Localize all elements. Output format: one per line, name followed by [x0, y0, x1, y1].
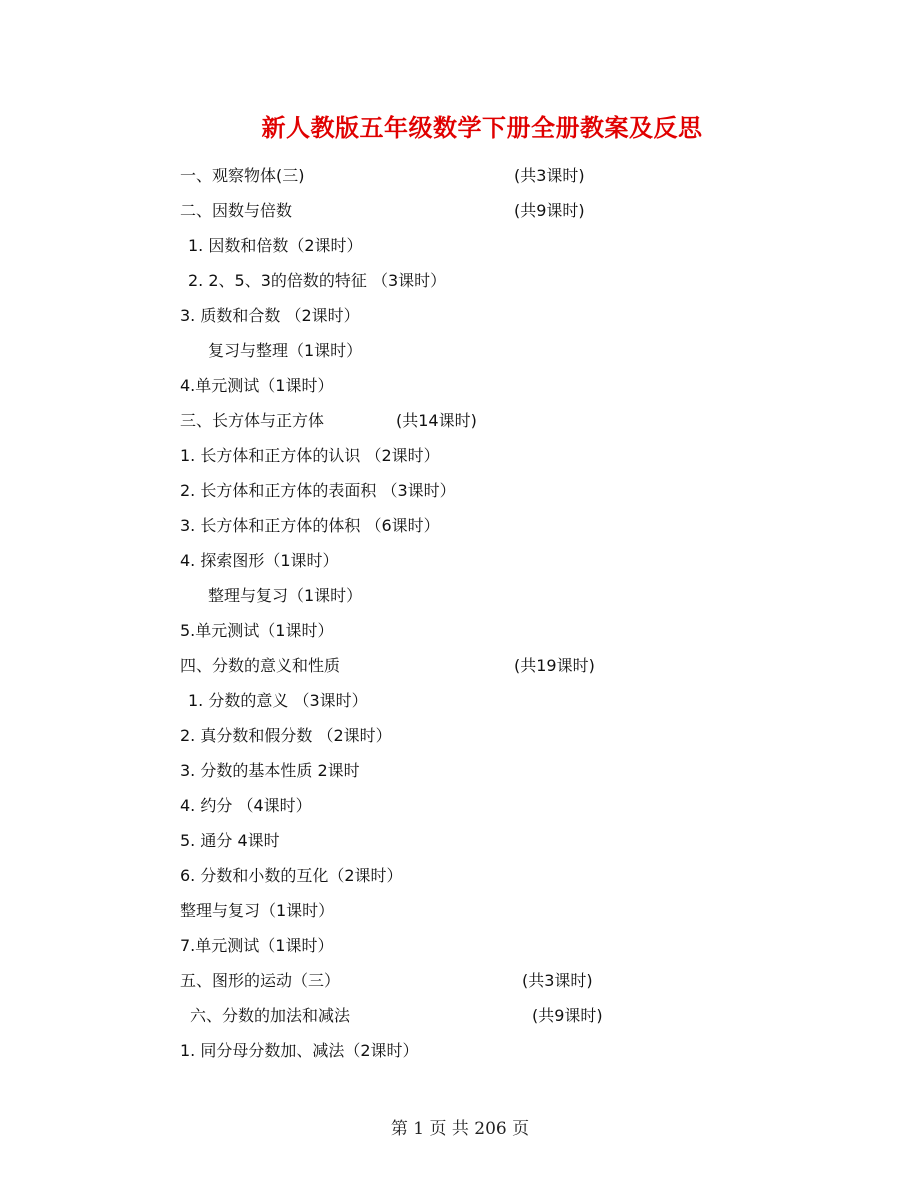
lesson-item: 1. 因数和倍数（2课时） — [188, 236, 363, 255]
section-hours-4: (共19课时) — [514, 656, 595, 675]
lesson-item: 4. 约分 （4课时） — [180, 796, 312, 815]
lesson-item: 2. 真分数和假分数 （2课时） — [180, 726, 392, 745]
lesson-item: 3. 质数和合数 （2课时） — [180, 306, 360, 325]
lesson-item: 5. 通分 4课时 — [180, 831, 280, 850]
section-heading-4: 四、分数的意义和性质 — [180, 656, 341, 675]
section-hours-5: (共3课时) — [522, 971, 593, 990]
document-title: 新人教版五年级数学下册全册教案及反思 — [261, 113, 703, 142]
section-hours-3: (共14课时) — [396, 411, 477, 430]
lesson-item: 2. 2、5、3的倍数的特征 （3课时） — [188, 271, 447, 290]
lesson-item: 4.单元测试（1课时） — [180, 376, 334, 395]
section-heading-1: 一、观察物体(三) — [180, 166, 305, 185]
lesson-item: 1. 同分母分数加、减法（2课时） — [180, 1041, 419, 1060]
section-heading-6: 六、分数的加法和减法 — [190, 1006, 351, 1025]
section-hours-6: (共9课时) — [532, 1006, 603, 1025]
lesson-item: 3. 长方体和正方体的体积 （6课时） — [180, 516, 440, 535]
lesson-item: 5.单元测试（1课时） — [180, 621, 334, 640]
lesson-item: 6. 分数和小数的互化（2课时） — [180, 866, 403, 885]
lesson-item: 4. 探索图形（1课时） — [180, 551, 339, 570]
lesson-item: 3. 分数的基本性质 2课时 — [180, 761, 360, 780]
lesson-item: 整理与复习（1课时） — [208, 586, 363, 605]
section-heading-3: 三、长方体与正方体 — [180, 411, 325, 430]
lesson-item: 2. 长方体和正方体的表面积 （3课时） — [180, 481, 456, 500]
lesson-item: 7.单元测试（1课时） — [180, 936, 334, 955]
lesson-item: 1. 长方体和正方体的认识 （2课时） — [180, 446, 440, 465]
section-hours-1: (共3课时) — [514, 166, 585, 185]
lesson-item: 复习与整理（1课时） — [208, 341, 363, 360]
page-footer: 第 1 页 共 206 页 — [390, 1119, 530, 1139]
section-hours-2: (共9课时) — [514, 201, 585, 220]
section-heading-5: 五、图形的运动（三） — [180, 971, 341, 990]
section-heading-2: 二、因数与倍数 — [180, 201, 293, 220]
lesson-item: 1. 分数的意义 （3课时） — [188, 691, 368, 710]
lesson-item: 整理与复习（1课时） — [180, 901, 335, 920]
